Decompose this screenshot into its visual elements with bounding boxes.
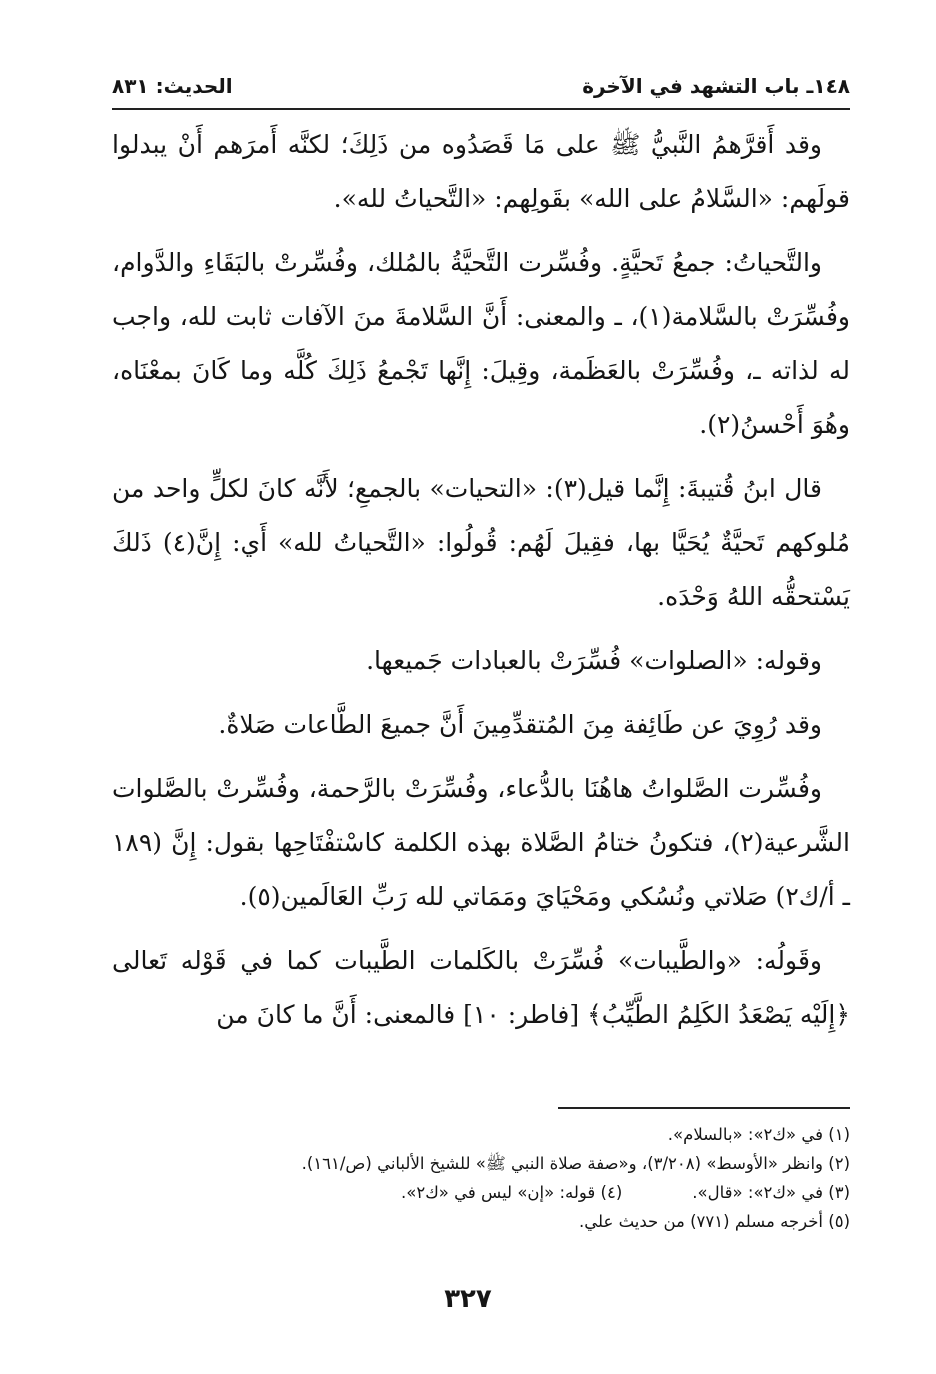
page-number: ٣٢٧ [444, 1284, 492, 1314]
paragraph: وقوله: «الصلوات» فُسِّرَتْ بالعبادات جَميعها. [366, 646, 822, 675]
footnote [112, 1207, 850, 1236]
footnote-1: (١) في «ك٢»: «بالسلام». [667, 1125, 850, 1144]
footnote-divider [558, 1107, 850, 1109]
footnote-5: (٥) أخرجه مسلم (٧٧١) من حديث علي. [579, 1212, 850, 1231]
main-text [112, 118, 850, 1052]
hadith-reference: الحديث: ٨٣١ [112, 74, 233, 98]
header-divider [112, 108, 850, 110]
footnote-3: (٣) في «ك٢»: «قال». [692, 1183, 850, 1202]
footnote [112, 1149, 850, 1178]
paragraph: وقد رُوِيَ عن طَائِفة مِنَ المُتقدِّمِينَ أَنَّ جميعَ الطَّاعات صَلاةٌ. [218, 710, 822, 739]
footnotes [112, 1120, 850, 1236]
paragraph: وفُسِّرت الصَّلواتُ هاهُنَا بالدُّعاء، وفُسِّرَتْ بالرَّحمة، وفُسِّرتْ بالصَّلوات الشَّرعية(٢)، فتكونُ ختامُ الصَّلاة بهذه الكلمة كاسْتفْتَاحِها بقول: إِنَّ (١٨٩ ـ أ/ك٢) صَلاتي ونُسُكي ومَحْيَايَ ومَمَاتي لله رَبِّ العَالَمين(٥). [112, 774, 850, 911]
footnote [112, 1178, 850, 1207]
paragraph: وقد أَقرَّهمُ النَّبيُّ ﷺ على مَا قَصَدُوه من ذَلِكَ؛ لكنَّه أَمرَهم أَنْ يبدلوا قولَهم: «السَّلامُ على الله» بقَولِهم: «التَّحياتُ لله». [112, 130, 850, 213]
paragraph: وقَولُه: «والطَّيبات» فُسِّرَتْ بالكَلمات الطَّيبات كما في قَوْله تَعالى ﴿إِلَيْه يَصْعَدُ الكَلِمُ الطَّيِّبُ﴾ [فاطر: ١٠] فالمعنى: أَنَّ ما كانَ من [112, 946, 850, 1029]
footnote-4: (٤) قوله: «إن» ليس في «ك٢». [400, 1183, 623, 1202]
paragraph: قال ابنُ قُتيبةَ: إِنَّما قيل(٣): «التحيات» بالجمعِ؛ لأَنَّه كانَ لكلٍّ واحد من مُلوكهم تَحيَّةٌ يُحَيَّا بها، فقِيلَ لَهُم: قُولُوا: «التَّحياتُ لله» أَي: إِنَّ(٤) ذَلكَ يَسْتحقُّه اللهُ وَحْدَه. [112, 474, 850, 611]
chapter-title: ١٤٨ـ باب التشهد في الآخرة [582, 74, 850, 98]
paragraph: والتَّحياتُ: جمعُ تَحيَّةٍ. وفُسِّرت التَّحيَّةُ بالمُلك، وفُسِّرتْ بالبَقَاءِ والدَّوام، وفُسِّرَتْ بالسَّلامة(١)، ـ والمعنى: أَنَّ السَّلامةَ منَ الآفات ثابت لله، واجب له لذاته ـ، وفُسِّرَتْ بالعَظَمة، وقِيلَ: إِنَّها تَجْمعُ ذَلِكَ كُلَّه وما كَانَ بمعْنَاه، وهُوَ أَحْسنُ(٢). [112, 248, 851, 439]
footnote [112, 1120, 850, 1149]
footnote-spacer [622, 1178, 692, 1207]
footnote-2: (٢) وانظر «الأوسط» (٣/٢٠٨)، و«صفة صلاة النبي ﷺ» للشيخ الألباني (ص/١٦١). [301, 1154, 850, 1173]
running-header [112, 68, 850, 104]
